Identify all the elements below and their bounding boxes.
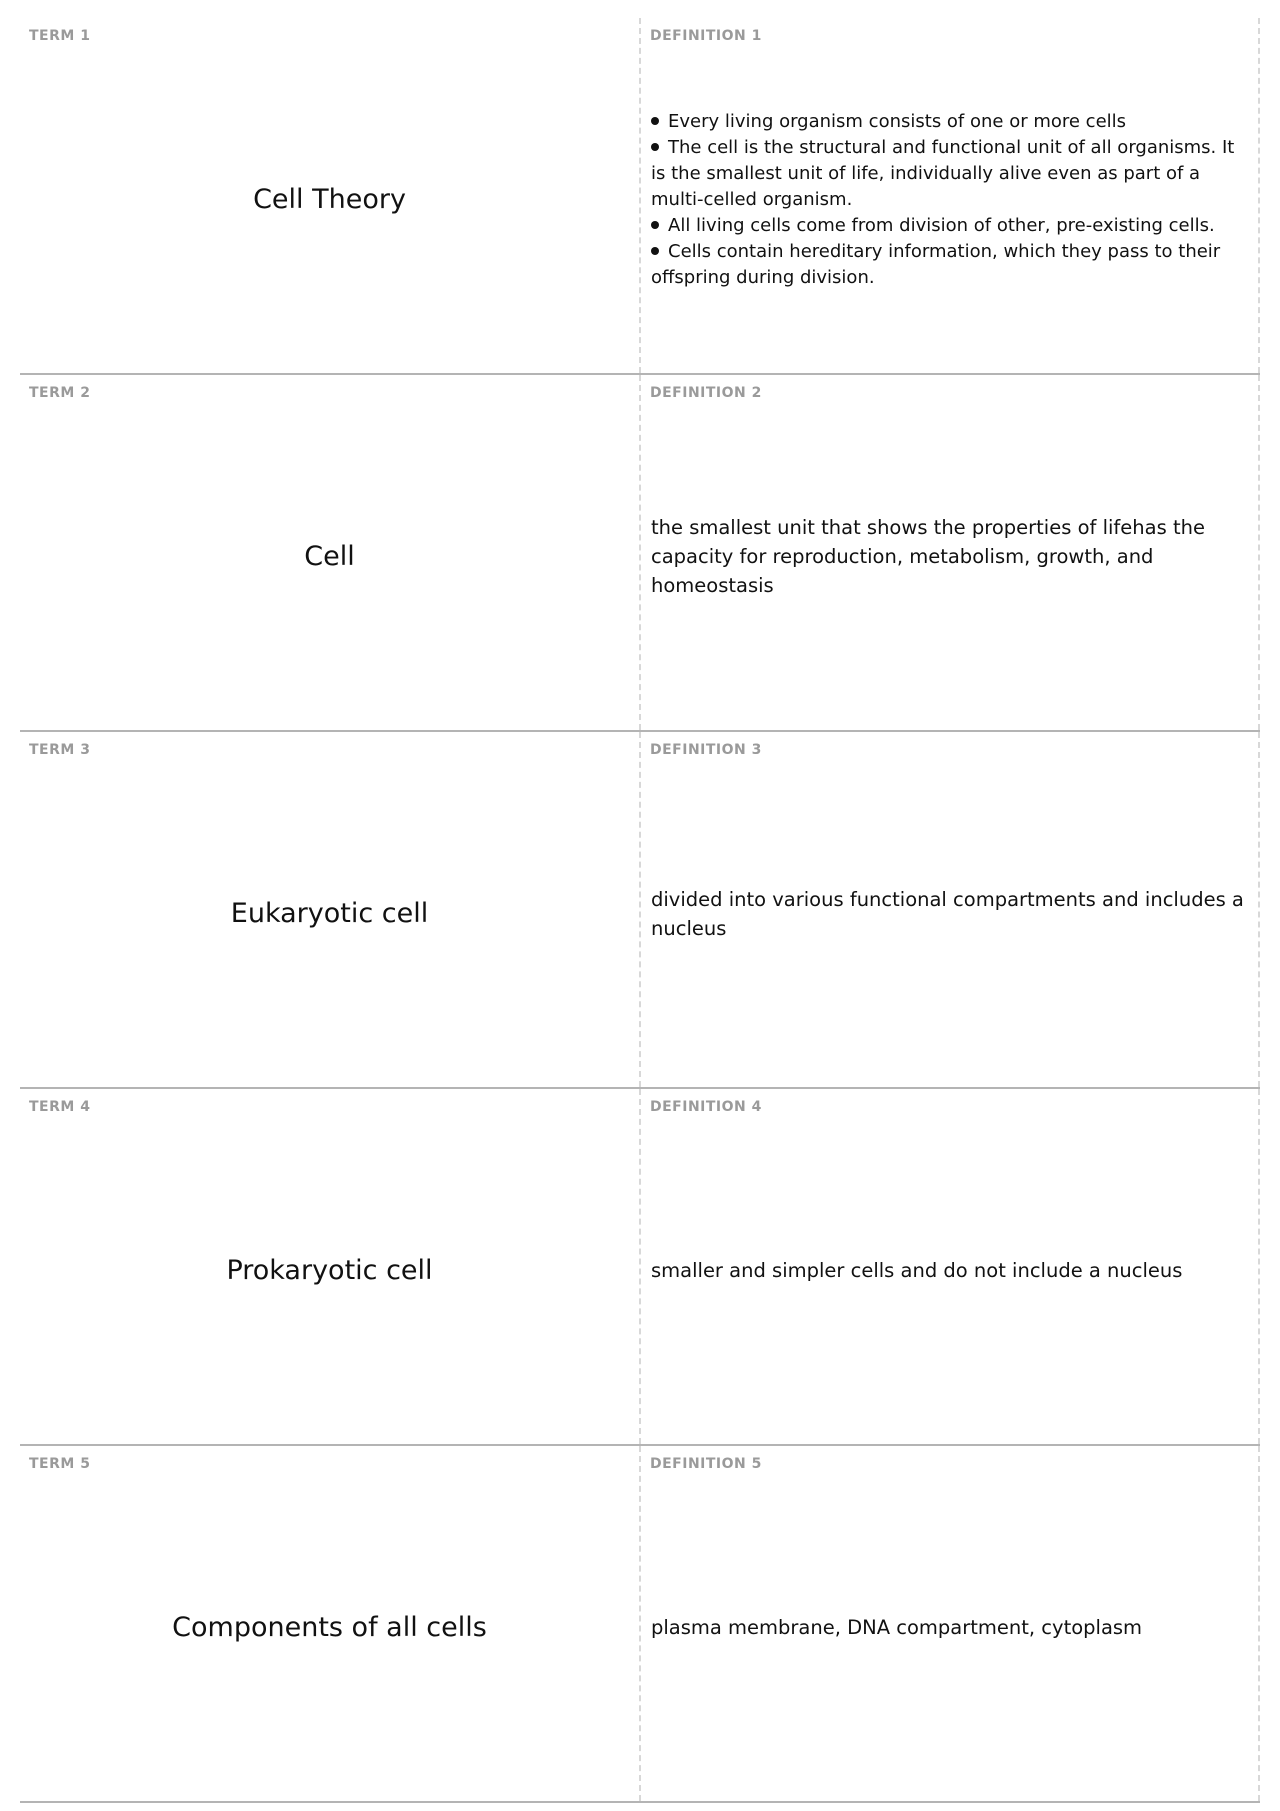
term-number-label: TERM 3 (29, 742, 91, 758)
term-text: Prokaryotic cell (226, 1255, 433, 1286)
definition-cell (641, 1089, 1260, 1444)
term-number-label: TERM 4 (29, 1099, 91, 1115)
definition-bullet-text: Cells contain hereditary information, which they pass to their offspring during division. (651, 240, 1221, 288)
definition-number-label: DEFINITION 2 (650, 385, 762, 401)
term-text: Eukaryotic cell (230, 898, 429, 929)
bullet-dot-icon (651, 221, 659, 229)
definition-bullet-text: All living cells come from division of other, pre-existing cells. (668, 214, 1215, 236)
term-cell (20, 732, 641, 1087)
term-number-label: TERM 1 (29, 28, 91, 44)
flashcard-row (20, 732, 1260, 1089)
term-number-label: TERM 5 (29, 1456, 91, 1472)
definition-text: smaller and simpler cells and do not include a nucleus (651, 1259, 1183, 1282)
term-text: Components of all cells (172, 1612, 487, 1643)
definition-body (651, 1089, 1246, 1444)
term-text: Cell Theory (253, 184, 406, 215)
definition-text: the smallest unit that shows the properties of lifehas the capacity for reproduction, metabolism, growth, and homeostasis (651, 516, 1205, 597)
term-cell (20, 375, 641, 730)
definition-bullet-text: Every living organism consists of one or more cells (668, 110, 1127, 132)
definition-text: divided into various functional compartments and includes a nucleus (651, 887, 1244, 940)
term-cell (20, 1446, 641, 1801)
bullet-dot-icon (651, 117, 659, 125)
definition-body (651, 1446, 1246, 1801)
term-cell (20, 18, 641, 373)
flashcard-row (20, 375, 1260, 732)
definition-cell (641, 18, 1260, 373)
term-cell (20, 1089, 641, 1444)
definition-cell (641, 1446, 1260, 1801)
term-number-label: TERM 2 (29, 385, 91, 401)
bullet-dot-icon (651, 247, 659, 255)
flashcard-row (20, 1089, 1260, 1446)
definition-body (651, 732, 1246, 1087)
definition-bullet (651, 239, 1246, 291)
definition-text: plasma membrane, DNA compartment, cytoplasm (651, 1616, 1143, 1639)
flashcard-sheet (20, 18, 1260, 1803)
definition-bullet (651, 109, 1246, 135)
definition-number-label: DEFINITION 3 (650, 742, 762, 758)
definition-body (651, 18, 1246, 373)
definition-bullet (651, 213, 1246, 239)
definition-number-label: DEFINITION 4 (650, 1099, 762, 1115)
definition-bullet-text: The cell is the structural and functional unit of all organisms. It is the smallest unit of life, individually alive even as part of a multi-celled organism. (651, 136, 1235, 210)
term-text: Cell (304, 541, 355, 572)
definition-number-label: DEFINITION 1 (650, 28, 762, 44)
definition-number-label: DEFINITION 5 (650, 1456, 762, 1472)
definition-cell (641, 375, 1260, 730)
flashcard-row (20, 18, 1260, 375)
definition-bullet-list (651, 109, 1246, 291)
flashcard-row (20, 1446, 1260, 1803)
definition-body (651, 375, 1246, 730)
definition-bullet (651, 135, 1246, 213)
definition-cell (641, 732, 1260, 1087)
bullet-dot-icon (651, 143, 659, 151)
